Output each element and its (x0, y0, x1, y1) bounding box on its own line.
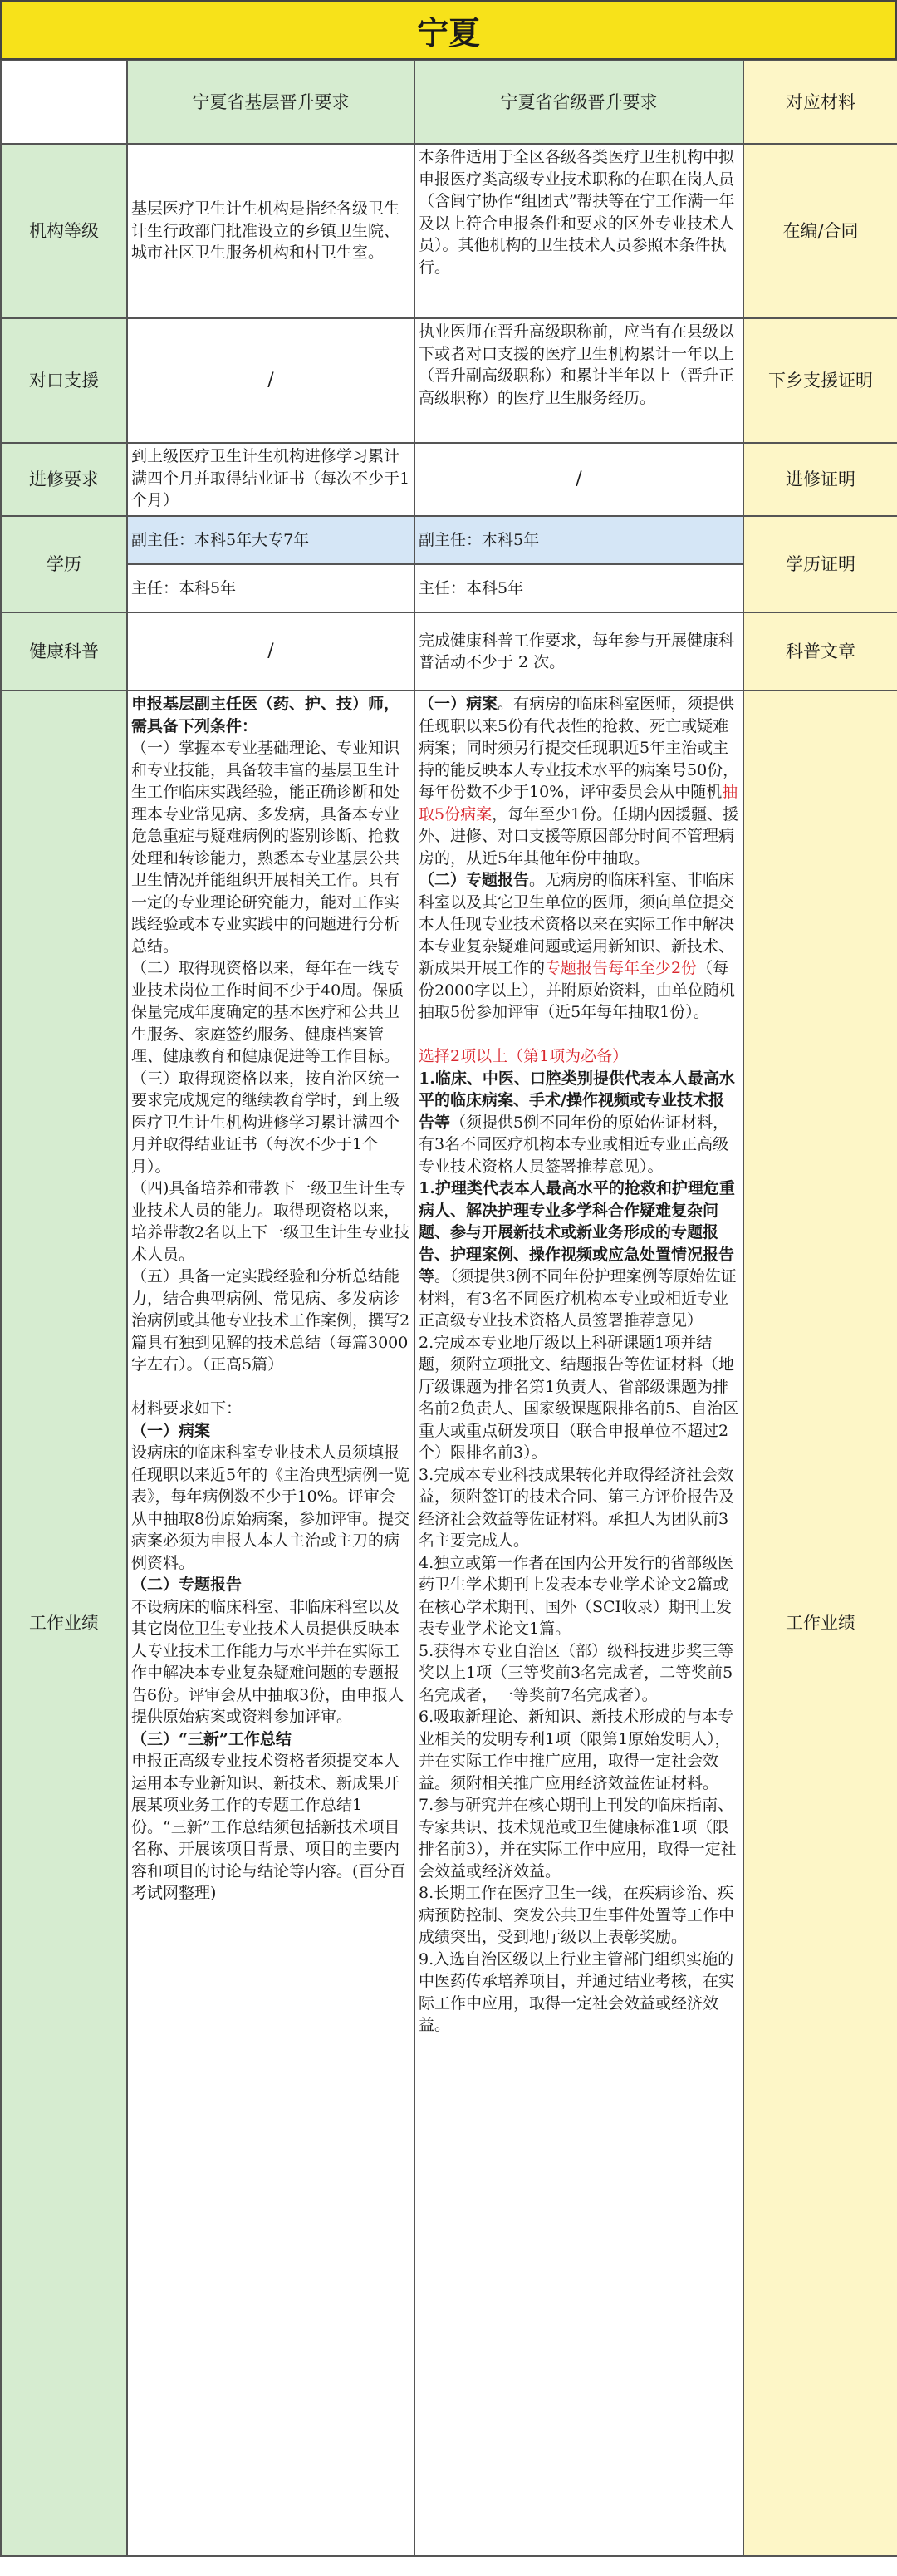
provincial-work-paragraph (419, 693, 739, 869)
grassroots-work-paragraph: （三）取得现资格以来，按自治区统一要求完成规定的继续教育学时，到上级医疗卫生计生机构进修学习累计满四个月并取得结业证书（每次不少于1个月）。 (131, 1069, 400, 1176)
provincial-education-deputy: 副主任：本科5年 (414, 516, 743, 564)
provincial-health: 完成健康科普工作要求，每年参与开展健康科普活动不少于 2 次。 (414, 612, 743, 691)
row-health (1, 612, 897, 691)
row-institution (1, 144, 897, 318)
provincial-work-paragraph (419, 1640, 739, 1707)
provincial-work-segment: 。（须提供3例不同年份护理案例等原始佐证材料，有3名不同医疗机构本专业或相近专业正高级专业技术资格人员签署推荐意见） (419, 1267, 737, 1330)
provincial-work-paragraphs (419, 693, 739, 2037)
grassroots-work-paragraph: （五）具备一定实践经验和分析总结能力，结合典型病例、常见病、多发病诊治病例或其他专业技术工作案例，撰写2篇具有独到见解的技术总结（每篇3000字左右）。（正高5篇） (131, 1267, 410, 1374)
row-work (1, 691, 897, 2556)
provincial-work-paragraph (419, 1177, 739, 1332)
grassroots-work (127, 691, 414, 2556)
provincial-work-segment: 7.参与研究并在核心期刊上刊发的临床指南、专家共识、技术规范或卫生健康标准1项（限排名前3），并在实际工作中应用，取得一定社会效益或经济效益。 (419, 1796, 737, 1880)
provincial-work (414, 691, 743, 2556)
grassroots-training: 到上级医疗卫生计生机构进修学习累计满四个月并取得结业证书（每次不少于1个月） (127, 443, 414, 516)
grassroots-work-paragraph: （二）取得现资格以来，每年在一线专业技术岗位工作时间不少于40周。保质保量完成年度确定的基本医疗和公共卫生服务、家庭签约服务、健康档案管理、健康教育和健康促进等工作目标。 (131, 959, 404, 1065)
provincial-work-segment: （一）病案 (419, 695, 498, 713)
provincial-work-segment: 4.独立或第一作者在国内公开发行的省部级医药卫生学术期刊上发表本专业学术论文2篇或在核心学术期刊、国外（SCI收录）期刊上发表专业学术论文1篇。 (419, 1553, 734, 1638)
row-label-support: 对口支援 (1, 318, 127, 443)
provincial-work-segment: 1.护理类代表本人最高水平的抢救和护理危重病人、解决护理专业多学科合作疑难复杂问题、参与开展新技术或新业务形成的专题报告、护理案例、操作视频或应急处置情况报告等 (419, 1179, 735, 1286)
material-institution: 在编/合同 (743, 144, 897, 318)
provincial-work-paragraph (419, 1882, 739, 1949)
provincial-training: / (414, 443, 743, 516)
provincial-work-segment: （每份2000字以上），并附原始资料，由单位随机抽取5份参加评审（近5年每年抽取1份）。 (419, 959, 735, 1021)
grassroots-work-paragraph: 申报正高级专业技术资格者须提交本人运用本专业新知识、新技术、新成果开展某项业务工作的专题工作总结1份。“三新”工作总结须包括新技术项目名称、开展该项目背景、项目的主要内容和项目的讨论与结论等内容。(百分百考试网整理) (131, 1752, 406, 1902)
provincial-work-segment: 2.完成本专业地厅级以上科研课题1项并结题，须附立项批文、结题报告等佐证材料（地厅级课题为排名第1负责人、省部级课题为排名前2负责人、国家级课题限排名前5、自治区重大或重点研发项目（联合申报单位不超过2个）限排名前3）。 (419, 1333, 739, 1462)
requirements-table (0, 60, 897, 2557)
material-support: 下乡支援证明 (743, 318, 897, 443)
provincial-work-paragraph (419, 1068, 739, 1178)
grassroots-work-paragraphs (131, 693, 410, 1905)
row-education-deputy (1, 516, 897, 564)
header-materials: 对应材料 (743, 61, 897, 144)
grassroots-work-paragraph: （三）“三新”工作总结 (131, 1729, 292, 1748)
row-label-work: 工作业绩 (1, 691, 127, 2556)
provincial-work-segment: 。有病房的临床科室医师，须提供任现职以来5份有代表性的抢救、死亡或疑难病案；同时须另行提交任现职近5年主治或主持的能反映本人专业技术水平的病案号50份，每年份数不少于10%，评审委员会从中随机 (419, 695, 739, 801)
provincial-work-segment: 9.入选自治区级以上行业主管部门组织实施的中医药传承培养项目，并通过结业考核，在实际工作中应用，取得一定社会效益或经济效益。 (419, 1949, 735, 2034)
provincial-work-segment: 抽取5份病案 (419, 783, 738, 823)
provincial-institution: 本条件适用于全区各级各类医疗卫生机构中拟申报医疗类高级专业技术职称的在职在岗人员（含闽宁协作“组团式”帮扶等在宁工作满一年及以上符合申报条件和要求的区外专业技术人员）。其他机构的卫生技术人员参照本条件执行。 (414, 144, 743, 318)
provincial-work-segment: 选择2项以上（第1项为必备） (419, 1047, 629, 1065)
header-row (1, 61, 897, 144)
provincial-work-paragraph (419, 1332, 739, 1464)
provincial-work-segment: 。无病房的临床科室、非临床科室以及其它卫生单位的医师，须向单位提交本人任现专业技术资格以来在实际工作中解决本专业复杂疑难问题或运用新知识、新技术、新成果开展工作的 (419, 871, 735, 977)
grassroots-work-paragraph: （四)具备培养和带教下一级卫生计生专业技术人员的能力。取得现资格以来，培养带教2名以上下一级卫生计生专业技术人员。 (131, 1179, 410, 1264)
row-label-health: 健康科普 (1, 612, 127, 691)
provincial-support: 执业医师在晋升高级职称前，应当有在县级以下或者对口支援的医疗卫生机构累计一年以上（晋升副高级职称）和累计半年以上（晋升正高级职称）的医疗卫生服务经历。 (414, 318, 743, 443)
provincial-work-segment: （须提供5例不同年份的原始佐证材料，有3名不同医疗机构本专业或相近专业正高级专业技术资格人员签署推荐意见）。 (419, 1113, 729, 1176)
header-provincial: 宁夏省省级晋升要求 (414, 61, 743, 144)
provincial-work-segment: 3.完成本专业科技成果转化并取得经济社会效益，须附签订的技术合同、第三方评价报告及经济社会效益等佐证材料。承担人为团队前3名主要完成人。 (419, 1465, 735, 1550)
grassroots-support: / (127, 318, 414, 443)
row-label-training: 进修要求 (1, 443, 127, 516)
grassroots-work-paragraph: （一）掌握本专业基础理论、专业知识和专业技能，具备较丰富的基层卫生计生工作临床实践经验，能正确诊断和处理本专业常见病、多发病，具备本专业危急重症与疑难病例的鉴别诊断、抢救处理和转诊能力，熟悉本专业基层公共卫生情况并能组织开展相关工作。具有一定的专业理论研究能力，能对工作实践经验或本专业实践中的问题进行分析总结。 (131, 739, 400, 956)
grassroots-institution: 基层医疗卫生计生机构是指经各级卫生计生行政部门批准设立的乡镇卫生院、城市社区卫生服务机构和村卫生室。 (127, 144, 414, 318)
provincial-work-segment: 6.吸取新理论、新知识、新技术形成的与本专业相关的发明专利1项（限第1原始发明人），并在实际工作中推广应用，取得一定社会效益。须附相关推广应用经济效益佐证材料。 (419, 1708, 734, 1792)
row-training (1, 443, 897, 516)
grassroots-education-deputy: 副主任：本科5年大专7年 (127, 516, 414, 564)
grassroots-health: / (127, 612, 414, 691)
row-label-institution: 机构等级 (1, 144, 127, 318)
material-health: 科普文章 (743, 612, 897, 691)
provincial-work-paragraph (419, 1794, 739, 1882)
grassroots-work-paragraph (131, 1376, 410, 1399)
provincial-work-segment: （二）专题报告 (419, 871, 530, 889)
grassroots-work-paragraph: 不设病床的临床科室、非临床科室以及其它岗位卫生专业技术人员提供反映本人专业技术工作能力与水平并在实际工作中解决本专业复杂疑难问题的专题报告6份。评审会从中抽取3份，由申报人提供原始病案或资料参加评审。 (131, 1597, 404, 1726)
provincial-work-segment: ，每年至少1份。任期内因援疆、援外、进修、对口支援等原因部分时间不管理病房的，从近5年其他年份中抽取。 (419, 804, 739, 868)
provincial-work-segment: 8.长期工作在医疗卫生一线，在疾病诊治、疾病预防控制、突发公共卫生事件处置等工作中成绩突出，受到地厅级以上表彰奖励。 (419, 1884, 735, 1946)
provincial-work-segment: 1.临床、中医、口腔类别提供代表本人最高水平的临床病案、手术/操作视频或专业技术报告等 (419, 1069, 735, 1132)
provincial-work-segment: 5.获得本专业自治区（部）级科技进步奖三等奖以上1项（三等奖前3名完成者，二等奖前5名完成者，一等奖前7名完成者）。 (419, 1641, 734, 1704)
grassroots-work-paragraph: （一）病案 (131, 1421, 211, 1440)
material-training: 进修证明 (743, 443, 897, 516)
header-blank (1, 61, 127, 144)
grassroots-work-paragraph: 材料要求如下： (131, 1399, 243, 1418)
provincial-work-paragraph (419, 1949, 739, 2037)
grassroots-education-chief: 主任：本科5年 (127, 564, 414, 612)
provincial-education-chief: 主任：本科5年 (414, 564, 743, 612)
page-title: 宁夏 (0, 0, 897, 60)
provincial-work-paragraph (419, 869, 739, 1024)
provincial-work-paragraph (419, 1464, 739, 1552)
header-grassroots: 宁夏省基层晋升要求 (127, 61, 414, 144)
provincial-work-paragraph (419, 1552, 739, 1640)
grassroots-work-paragraph: 设病床的临床科室专业技术人员须填报任现职以来近5年的《主治典型病例一览表》，每年病例数不少于10%。评审会从中抽取8份原始病案，参加评审。提交病案必须为申报人本人主治或主刀的病例资料。 (131, 1443, 410, 1572)
material-work: 工作业绩 (743, 691, 897, 2556)
provincial-work-paragraph (419, 1706, 739, 1794)
provincial-work-paragraph (419, 1024, 739, 1046)
row-label-education: 学历 (1, 516, 127, 612)
provincial-work-paragraph (419, 1045, 739, 1068)
grassroots-work-paragraph: （二）专题报告 (131, 1576, 243, 1594)
grassroots-work-paragraph: 申报基层副主任医（药、护、技）师，需具备下列条件： (131, 695, 400, 735)
row-support (1, 318, 897, 443)
material-education: 学历证明 (743, 516, 897, 612)
provincial-work-segment: 专题报告每年至少2份 (545, 959, 698, 977)
